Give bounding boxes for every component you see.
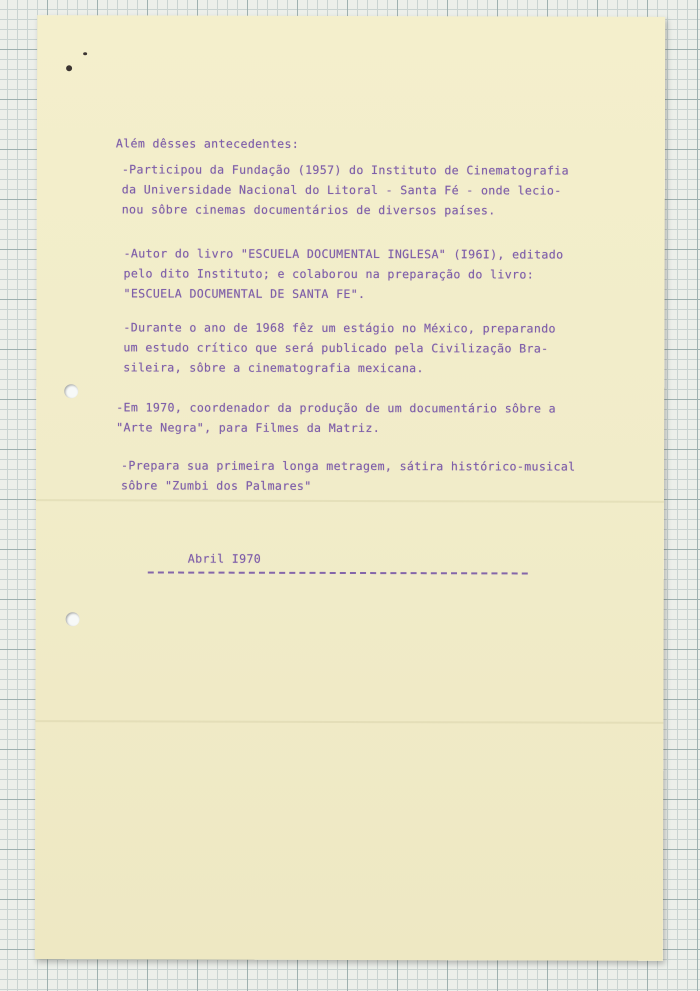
list-item bbox=[116, 397, 556, 438]
list-item bbox=[121, 455, 576, 496]
item-text-line: -Em 1970, coordenador da produção de um documentário sôbre a bbox=[116, 400, 557, 416]
paper-fold-line bbox=[35, 720, 663, 724]
item-text-line: -Durante o ano de 1968 fêz um estágio no México, preparando bbox=[123, 320, 556, 336]
typed-underline-rule bbox=[148, 571, 528, 574]
paper-fold-line bbox=[36, 499, 664, 503]
intro-line: Além dêsses antecedentes: bbox=[115, 136, 300, 151]
item-text-line: "Arte Negra", para Filmes da Matriz. bbox=[116, 420, 381, 436]
item-text-line: sôbre "Zumbi dos Palmares" bbox=[120, 478, 312, 493]
item-text-line: -Autor do livro "ESCUELA DOCUMENTAL INGLESA" (I96I), editado bbox=[123, 246, 564, 262]
ink-speck bbox=[66, 65, 72, 71]
typed-page bbox=[35, 15, 665, 961]
item-text-line: -Prepara sua primeira longa metragem, sátira histórico-musical bbox=[121, 458, 576, 474]
list-item bbox=[123, 317, 556, 378]
item-text-line: pelo dito Instituto; e colaborou na preparação do livro: bbox=[123, 266, 535, 282]
item-text-line: -Participou da Fundação (1957) do Instituto de Cinematografia bbox=[121, 162, 569, 178]
list-item bbox=[123, 243, 563, 304]
item-text-line: "ESCUELA DOCUMENTAL DE SANTA FE". bbox=[123, 286, 366, 302]
list-item bbox=[122, 159, 569, 220]
item-text-line: um estudo crítico que será publicado pela Civilização Bra- bbox=[123, 340, 549, 356]
item-text-line: nou sôbre cinemas documentários de diversos países. bbox=[121, 202, 496, 218]
ink-speck bbox=[83, 52, 87, 55]
punch-hole bbox=[64, 384, 78, 398]
date-line: Abril I970 bbox=[187, 551, 262, 566]
item-text-line: da Universidade Nacional do Litoral - Santa Fé - onde lecio- bbox=[121, 182, 562, 198]
item-text-line: sileira, sôbre a cinematografia mexicana. bbox=[123, 360, 424, 376]
punch-hole bbox=[66, 612, 80, 626]
